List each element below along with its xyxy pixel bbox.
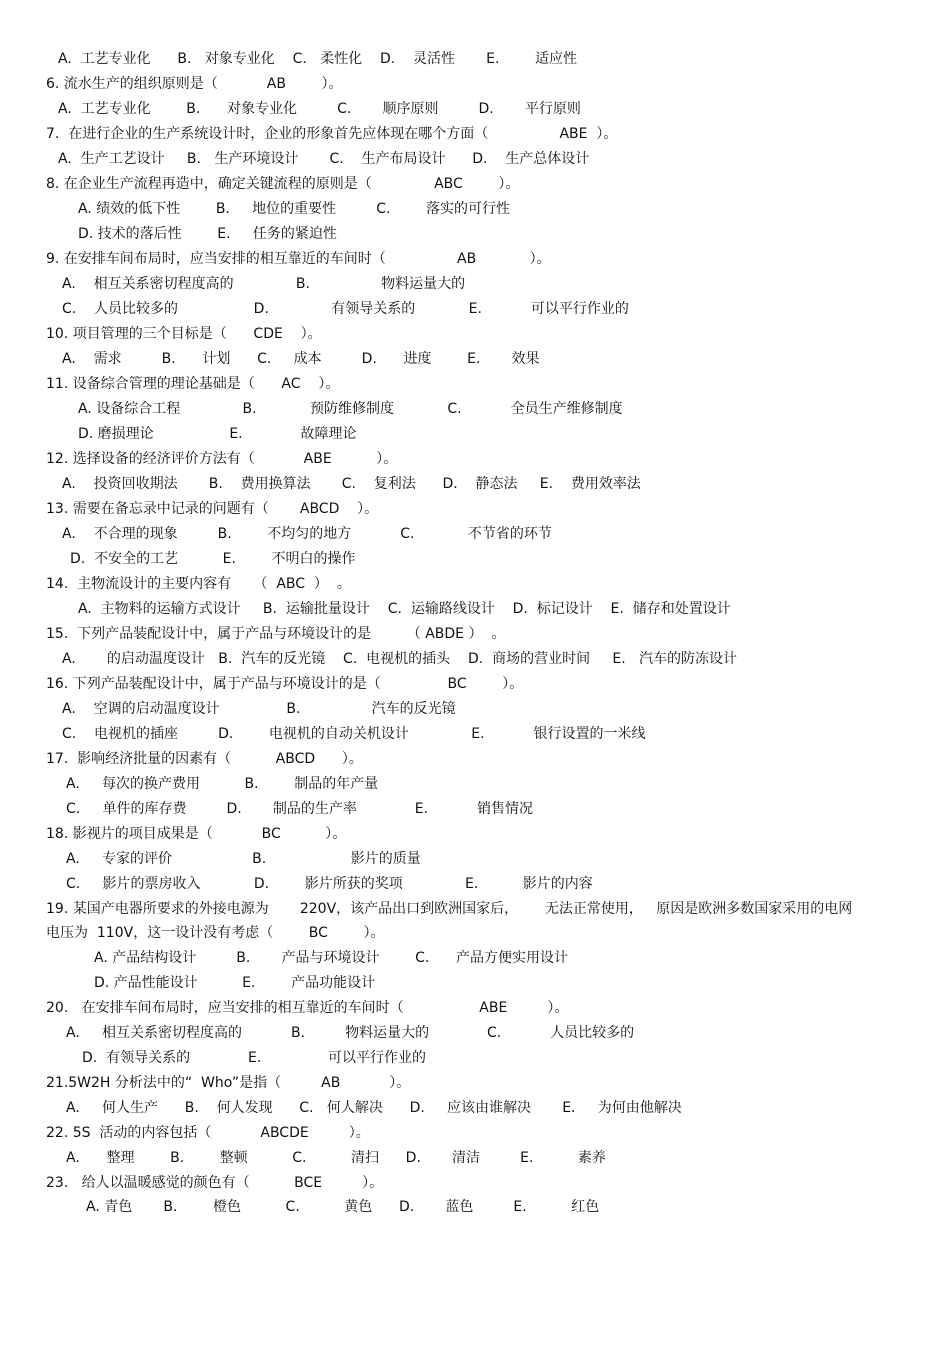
options-line: A. 设备综合工程 B. 预防维修制度 C. 全员生产维修制度: [78, 401, 623, 417]
question-23: 23. 给人以温暖感觉的颜色有（ BCE ）。: [46, 1175, 384, 1191]
options-line: A. 相互关系密切程度高的 B. 物料运量大的: [62, 276, 466, 292]
options-line: D. 不安全的工艺 E. 不明白的操作: [70, 551, 356, 567]
options-line: C. 人员比较多的 D. 有领导关系的 E. 可以平行作业的: [62, 301, 629, 317]
question-11: 11. 设备综合管理的理论基础是（ AC ）。: [46, 376, 340, 392]
question-9: 9. 在安排车间布局时，应当安排的相互靠近的车间时（ AB ）。: [46, 251, 551, 267]
options-line: A. 相互关系密切程度高的 B. 物料运量大的 C. 人员比较多的: [66, 1025, 635, 1041]
question-21: 21.5W2H 分析法中的“ Who”是指（ AB ）。: [46, 1075, 411, 1091]
options-line: A. 投资回收期法 B. 费用换算法 C. 复利法 D. 静态法 E. 费用效率法: [62, 476, 641, 492]
options-line: A. 每次的换产费用 B. 制品的年产量: [66, 776, 379, 792]
options-line: A. 产品结构设计 B. 产品与环境设计 C. 产品方便实用设计: [94, 950, 569, 966]
question-13: 13. 需要在备忘录中记录的问题有（ ABCD ）。: [46, 501, 379, 517]
question-12: 12. 选择设备的经济评价方法有（ ABE ）。: [46, 451, 398, 467]
question-8: 8. 在企业生产流程再造中，确定关键流程的原则是（ ABC ）。: [46, 176, 520, 192]
options-line: A. 整理 B. 整顿 C. 清扫 D. 清洁 E. 素养: [66, 1150, 606, 1166]
options-line: C. 影片的票房收入 D. 影片所获的奖项 E. 影片的内容: [66, 876, 593, 892]
options-line: C. 电视机的插座 D. 电视机的自动关机设计 E. 银行设置的一米线: [62, 726, 646, 742]
question-15: 15. 下列产品装配设计中，属于产品与环境设计的是 （ ABDE ） 。: [46, 626, 506, 642]
options-line: A. 绩效的低下性 B. 地位的重要性 C. 落实的可行性: [78, 201, 511, 217]
options-line: A. 专家的评价 B. 影片的质量: [66, 851, 421, 867]
options-line: A. 的启动温度设计 B. 汽车的反光镜 C. 电视机的插头 D. 商场的营业时间 E. 汽车的防冻设计: [62, 651, 737, 667]
options-line: A. 何人生产 B. 何人发现 C. 何人解决 D. 应该由谁解决 E. 为何由他解决: [66, 1100, 682, 1116]
options-line: A. 生产工艺设计 B. 生产环境设计 C. 生产布局设计 D. 生产总体设计: [58, 151, 590, 167]
options-line: D. 产品性能设计 E. 产品功能设计: [94, 975, 376, 991]
options-line: A. 空调的启动温度设计 B. 汽车的反光镜: [62, 701, 456, 717]
options-line: A. 主物料的运输方式设计 B. 运输批量设计 C. 运输路线设计 D. 标记设计 E. 储存和处置设计: [78, 601, 731, 617]
question-22: 22. 5S 活动的内容包括（ ABCDE ）。: [46, 1125, 370, 1141]
options-line: C. 单件的库存费 D. 制品的生产率 E. 销售情况: [66, 801, 534, 817]
options-line: D. 磨损理论 E. 故障理论: [78, 426, 357, 442]
question-18: 18. 影视片的项目成果是（ BC ）。: [46, 826, 347, 842]
question-19-cont: 电压为 110V，这一设计没有考虑（ BC ）。: [46, 925, 385, 941]
options-line: D. 技术的落后性 E. 任务的紧迫性: [78, 226, 337, 242]
question-17: 17. 影响经济批量的因素有（ ABCD ）。: [46, 751, 363, 767]
options-line: A. 工艺专业化 B. 对象专业化 C. 顺序原则 D. 平行原则: [58, 101, 581, 117]
question-14: 14. 主物流设计的主要内容有 （ ABC ） 。: [46, 576, 351, 592]
question-20: 20. 在安排车间布局时，应当安排的相互靠近的车间时（ ABE ）。: [46, 1000, 569, 1016]
question-10: 10. 项目管理的三个目标是（ CDE ）。: [46, 326, 322, 342]
question-16: 16. 下列产品装配设计中，属于产品与环境设计的是（ BC ）。: [46, 676, 524, 692]
options-line: A. 需求 B. 计划 C. 成本 D. 进度 E. 效果: [62, 351, 540, 367]
question-19: 19. 某国产电器所要求的外接电源为 220V，该产品出口到欧洲国家后， 无法正常使用， 原因是欧洲多数国家采用的电网: [46, 901, 853, 917]
options-line: D. 有领导关系的 E. 可以平行作业的: [82, 1050, 427, 1066]
options-line: A. 青色 B. 橙色 C. 黄色 D. 蓝色 E. 红色: [86, 1199, 600, 1215]
text-line: A. 工艺专业化 B. 对象专业化 C. 柔性化 D. 灵活性 E. 适应性: [58, 51, 578, 67]
options-line: A. 不合理的现象 B. 不均匀的地方 C. 不节省的环节: [62, 526, 552, 542]
question-7: 7. 在进行企业的生产系统设计时，企业的形象首先应体现在哪个方面（ ABE ）。: [46, 126, 618, 142]
question-6: 6. 流水生产的组织原则是（ AB ）。: [46, 76, 343, 92]
